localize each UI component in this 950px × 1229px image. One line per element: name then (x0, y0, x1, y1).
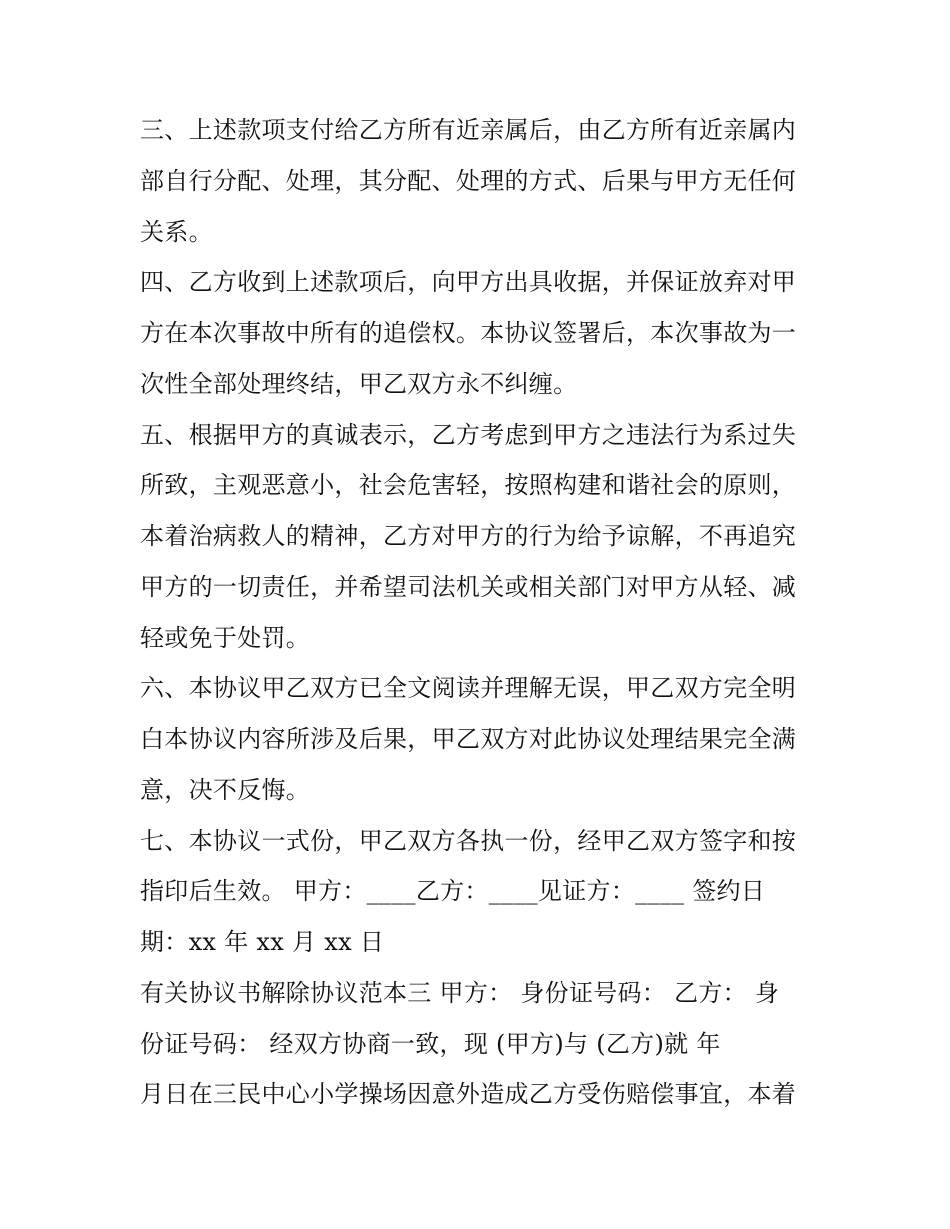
text-line: 次性全部处理终结，甲乙双方永不纠缠。 (140, 370, 578, 398)
text-line: 所致，主观恶意小，社会危害轻，按照构建和谐社会的原则， (140, 471, 797, 499)
text-line: 指印后生效。 甲方：____乙方：____见证方：____ 签约日 (140, 877, 766, 905)
text-line: 甲方的一切责任，并希望司法机关或相关部门对甲方从轻、减 (140, 573, 797, 601)
text-line: 部自行分配、处理，其分配、处理的方式、后果与甲方无任何 (140, 167, 797, 195)
text-line: 轻或免于处罚。 (140, 624, 311, 652)
text-line: 四、乙方收到上述款项后，向甲方出具收据，并保证放弃对甲 (140, 268, 797, 296)
text-line: 关系。 (140, 218, 213, 246)
text-line: 份证号码： 经双方协商一致，现 (甲方)与 (乙方)就 年 (140, 1030, 721, 1058)
text-line: 期：xx 年 xx 月 xx 日 (140, 928, 385, 956)
text-line: 有关协议书解除协议范本三 甲方： 身份证号码： 乙方： 身 (140, 979, 780, 1007)
text-line: 五、根据甲方的真诚表示，乙方考虑到甲方之违法行为系过失 (140, 421, 797, 449)
text-line: 意，决不反悔。 (140, 776, 311, 804)
text-line: 白本协议内容所涉及后果，甲乙双方对此协议处理结果完全满 (140, 725, 797, 753)
text-line: 月日在三民中心小学操场因意外造成乙方受伤赔偿事宜，本着 (140, 1080, 797, 1108)
text-line: 三、上述款项支付给乙方所有近亲属后，由乙方所有近亲属内 (140, 116, 797, 144)
text-line: 方在本次事故中所有的追偿权。本协议签署后，本次事故为一 (140, 319, 797, 347)
text-line: 本着治病救人的精神，乙方对甲方的行为给予谅解，不再追究 (140, 522, 797, 550)
text-line: 七、本协议一式份，甲乙双方各执一份，经甲乙双方签字和按 (140, 827, 797, 855)
text-line: 六、本协议甲乙双方已全文阅读并理解无误，甲乙双方完全明 (140, 674, 797, 702)
